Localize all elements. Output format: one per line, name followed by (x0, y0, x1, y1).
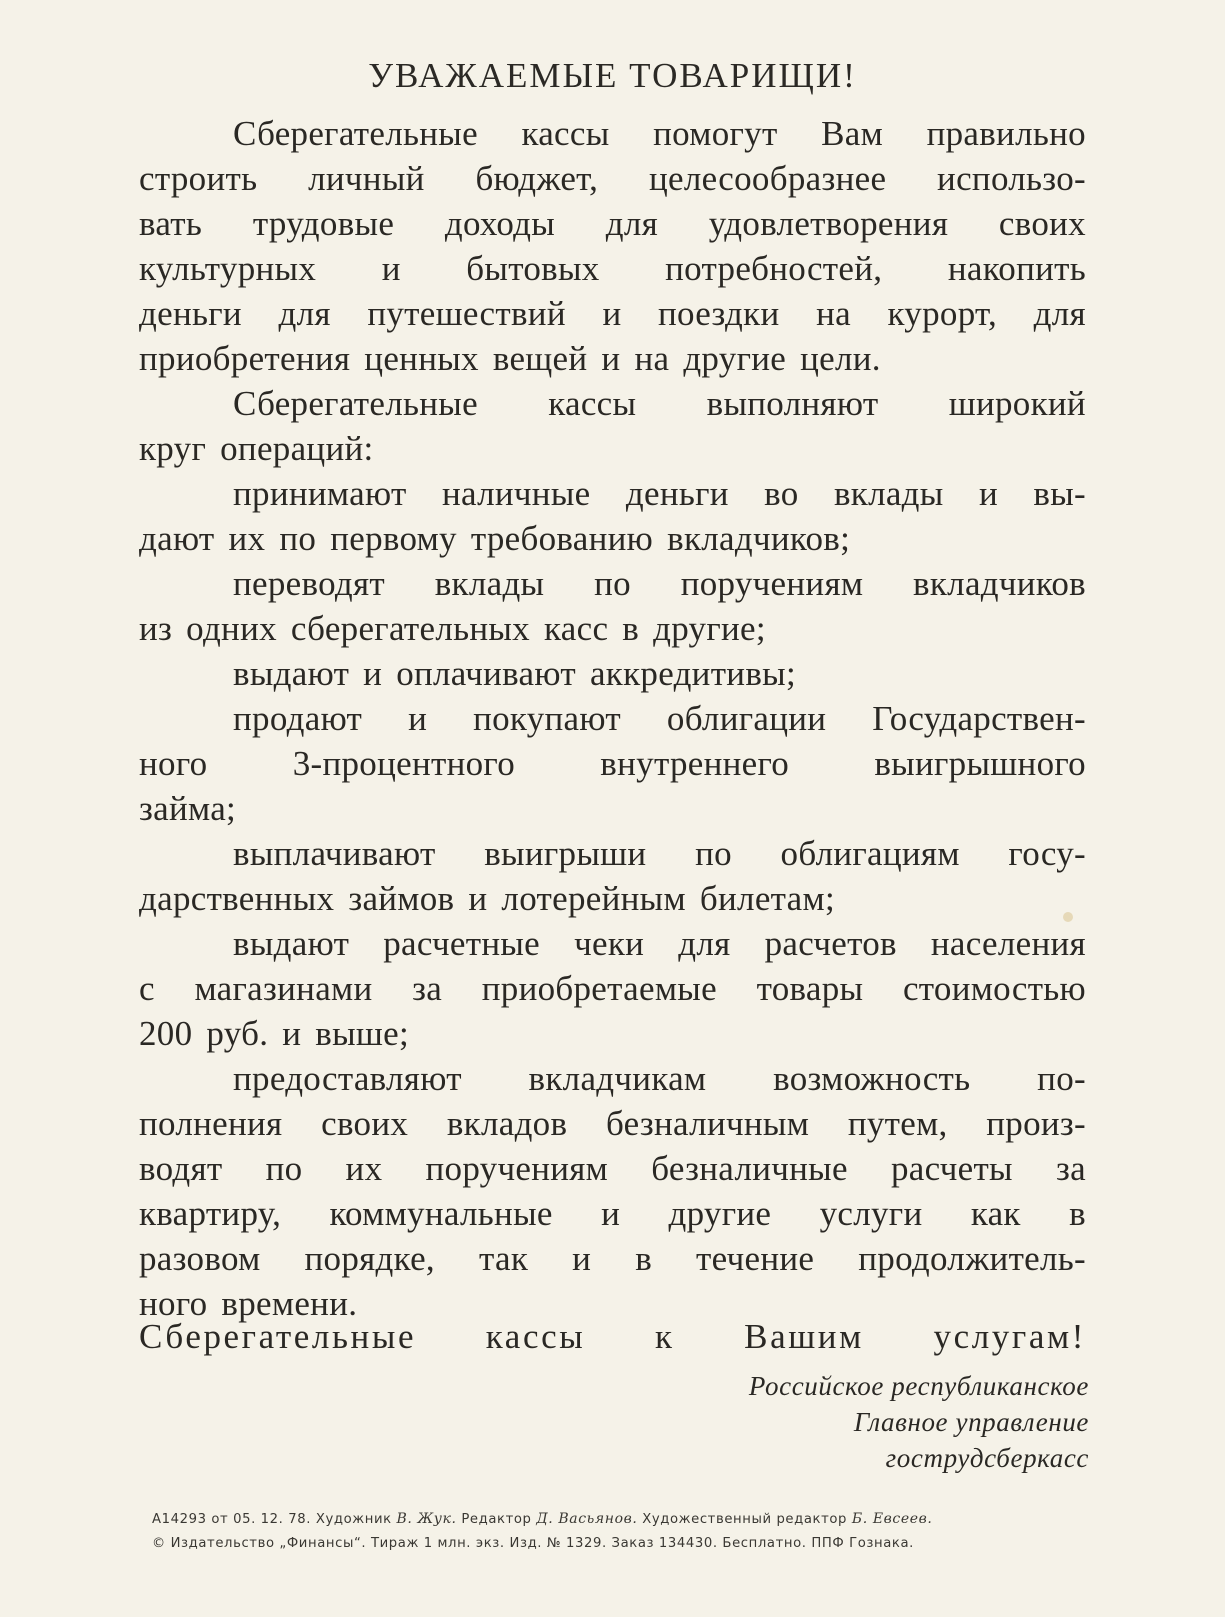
word: трудовые (252, 204, 395, 243)
word: принимают (233, 474, 407, 513)
word: в (1069, 1194, 1086, 1233)
word: и (468, 879, 488, 918)
word: выдают (233, 924, 350, 963)
word: и (282, 1014, 302, 1053)
word: использо- (937, 159, 1086, 198)
word: доходы (444, 204, 556, 243)
word: переводят (233, 564, 385, 603)
body-line (139, 696, 1086, 741)
word: выигрыши (484, 834, 647, 873)
word: накопить (947, 249, 1086, 288)
word: операций: (220, 429, 374, 468)
word: в (635, 1239, 653, 1278)
word: услугам! (933, 1317, 1086, 1356)
word: ного (139, 744, 208, 783)
signature-line: Российское республиканское (748, 1371, 1089, 1401)
body-line (139, 831, 1086, 876)
word: Вам (821, 114, 884, 153)
word: круг (139, 429, 207, 468)
body-line (139, 1146, 1086, 1191)
word: облигации (666, 699, 827, 738)
word: путешествий (367, 294, 566, 333)
word: на (816, 294, 851, 333)
word: займа; (139, 789, 237, 828)
word: оплачивают (396, 654, 576, 693)
word: руб. (206, 1014, 269, 1053)
word: 3-процентного (292, 744, 515, 783)
art-editor-label: Художественный редактор (642, 1512, 848, 1527)
word: коммунальные (329, 1194, 553, 1233)
word: и (602, 294, 622, 333)
word: так (479, 1239, 529, 1278)
word: дают (139, 519, 215, 558)
word: поездки (658, 294, 780, 333)
word: бюджет, (475, 159, 599, 198)
word: квартиру, (139, 1194, 282, 1233)
word: вы- (1033, 474, 1086, 513)
word: госу- (1008, 834, 1086, 873)
order-code: А14293 от 05. 12. 78. (152, 1512, 312, 1527)
word: требованию (470, 519, 654, 558)
word: Сберегательные (139, 1317, 417, 1356)
word: первому (330, 519, 457, 558)
word: выплачивают (233, 834, 436, 873)
word: вкладчиков; (667, 519, 851, 558)
body-line (139, 561, 1086, 606)
word: широкий (948, 384, 1086, 423)
word: услуги (819, 1194, 923, 1233)
word: Сберегательные (233, 114, 478, 153)
word: продают (233, 699, 363, 738)
word: их (345, 1149, 383, 1188)
word: курорт, (887, 294, 998, 333)
body-line (139, 921, 1086, 966)
word: 200 (139, 1014, 193, 1053)
body-line (139, 111, 1086, 156)
word: займов (348, 879, 455, 918)
word: удовлетворения (708, 204, 949, 243)
body-line (139, 471, 1086, 516)
word: другие (668, 1194, 772, 1233)
body-line (139, 1101, 1086, 1146)
word: порядке, (304, 1239, 435, 1278)
body-line (139, 1056, 1086, 1101)
word: во (764, 474, 799, 513)
word: продолжитель- (858, 1239, 1086, 1278)
word: потребностей, (665, 249, 883, 288)
word: ного (139, 1284, 208, 1323)
word: как (970, 1194, 1021, 1233)
word: за (412, 969, 443, 1008)
word: строить (139, 159, 258, 198)
word: билетам; (699, 879, 835, 918)
imprint-line-2: © Издательство „Финансы“. Тираж 1 млн. экз. Изд. № 1329. Заказ 134430. Бесплатно. ППФ Гознака. (152, 1536, 914, 1551)
word: к (654, 1317, 675, 1356)
word: и (381, 249, 401, 288)
word: одних (186, 609, 277, 648)
word: наличные (441, 474, 591, 513)
body-line (139, 336, 1086, 381)
word: возможность (773, 1059, 971, 1098)
signature-line: Главное управление (853, 1407, 1089, 1437)
word: в (622, 609, 640, 648)
word: кассы (521, 114, 610, 153)
word: течение (696, 1239, 815, 1278)
word: культурных (139, 249, 317, 288)
word: вкладов (446, 1104, 568, 1143)
body-line (139, 516, 1086, 561)
word: деньги (625, 474, 729, 513)
word: вещей (492, 339, 588, 378)
word: магазинами (194, 969, 373, 1008)
word: выполняют (706, 384, 879, 423)
word: вать (139, 204, 203, 243)
word: Сберегательные (233, 384, 478, 423)
word: приобретаемые (481, 969, 717, 1008)
word: поручениям (425, 1149, 609, 1188)
page-title: УВАЖАЕМЫЕ ТОВАРИЩИ! (368, 56, 857, 95)
word: внутреннего (600, 744, 790, 783)
body-line (139, 1236, 1086, 1281)
word: облигациям (780, 834, 960, 873)
word: покупают (473, 699, 621, 738)
word: водят (139, 1149, 223, 1188)
body-line (139, 741, 1086, 786)
body-line (139, 291, 1086, 336)
body-line (139, 651, 1086, 696)
word: своих (998, 204, 1086, 243)
word: разовом (139, 1239, 261, 1278)
word: Вашим (744, 1317, 864, 1356)
word: с (139, 969, 155, 1008)
word: другие; (653, 609, 766, 648)
signature-line: гострудсберкасс (885, 1443, 1089, 1473)
word: для (1033, 294, 1086, 333)
word: Государствен- (872, 699, 1086, 738)
word: населения (930, 924, 1086, 963)
body-line (139, 966, 1086, 1011)
word: деньги (139, 294, 242, 333)
word: ценных (364, 339, 479, 378)
word: сберегательных (290, 609, 530, 648)
word: выше; (315, 1014, 410, 1053)
artist-name: В. Жук. (396, 1511, 457, 1527)
word: дарственных (139, 879, 335, 918)
word: аккредитивы; (589, 654, 796, 693)
body-line (139, 381, 1086, 426)
word: и (601, 339, 621, 378)
word: путем, (847, 1104, 948, 1143)
word: безналичные (651, 1149, 848, 1188)
imprint (152, 1507, 1072, 1556)
body-line (139, 876, 1086, 921)
body-line (139, 201, 1086, 246)
body-line (139, 426, 1086, 471)
word: и (408, 699, 428, 738)
word: для (678, 924, 731, 963)
word: расчетные (383, 924, 541, 963)
body-line (139, 156, 1086, 201)
word: касс (544, 609, 609, 648)
word: для (605, 204, 659, 243)
word: вкладчикам (528, 1059, 707, 1098)
signature-block (489, 1368, 1089, 1476)
word: товары (756, 969, 864, 1008)
body-line (139, 1191, 1086, 1236)
body-line (139, 606, 1086, 651)
artist-label: Художник (315, 1512, 392, 1527)
word: за (1055, 1149, 1086, 1188)
word: приобретения (139, 339, 351, 378)
editor-name: Д. Васьянов. (536, 1511, 638, 1527)
body-line (139, 786, 1086, 831)
word: на (634, 339, 670, 378)
word: вклады (833, 474, 944, 513)
word: по (695, 834, 732, 873)
imprint-line-1 (152, 1507, 1072, 1532)
word: целесообразнее (648, 159, 887, 198)
word: и (601, 1194, 621, 1233)
word: для (278, 294, 331, 333)
word: полнения (139, 1104, 283, 1143)
word: расчеты (890, 1149, 1013, 1188)
word: предоставляют (233, 1059, 462, 1098)
word: их (228, 519, 266, 558)
body-line (139, 1011, 1086, 1056)
word: выигрышного (874, 744, 1086, 783)
body-text (139, 111, 1086, 1326)
word: времени. (221, 1284, 358, 1323)
word: своих (321, 1104, 409, 1143)
editor-label: Редактор (461, 1512, 532, 1527)
word: правильно (926, 114, 1086, 153)
word: цели. (800, 339, 881, 378)
word: кассы (485, 1317, 586, 1356)
word: по (279, 519, 317, 558)
word: по (594, 564, 631, 603)
word: безналичным (605, 1104, 810, 1143)
word: вкладчиков (913, 564, 1086, 603)
word: кассы (548, 384, 637, 423)
art-editor-name: Б. Евсеев. (851, 1511, 933, 1527)
word: по- (1037, 1059, 1086, 1098)
word: другие (683, 339, 787, 378)
word: и (572, 1239, 592, 1278)
word: помогут (653, 114, 778, 153)
word: расчетов (764, 924, 897, 963)
word: чеки (574, 924, 645, 963)
word: по (265, 1149, 303, 1188)
body-line (139, 246, 1086, 291)
word: стоимостью (902, 969, 1086, 1008)
word: выдают (233, 654, 350, 693)
word: поручениям (680, 564, 864, 603)
word: произ- (986, 1104, 1086, 1143)
word: вклады (434, 564, 545, 603)
closing-line (139, 1314, 1086, 1359)
word: и (363, 654, 383, 693)
word: и (978, 474, 998, 513)
word: бытовых (466, 249, 600, 288)
word: из (139, 609, 173, 648)
word: лотерейным (501, 879, 686, 918)
word: личный (308, 159, 425, 198)
